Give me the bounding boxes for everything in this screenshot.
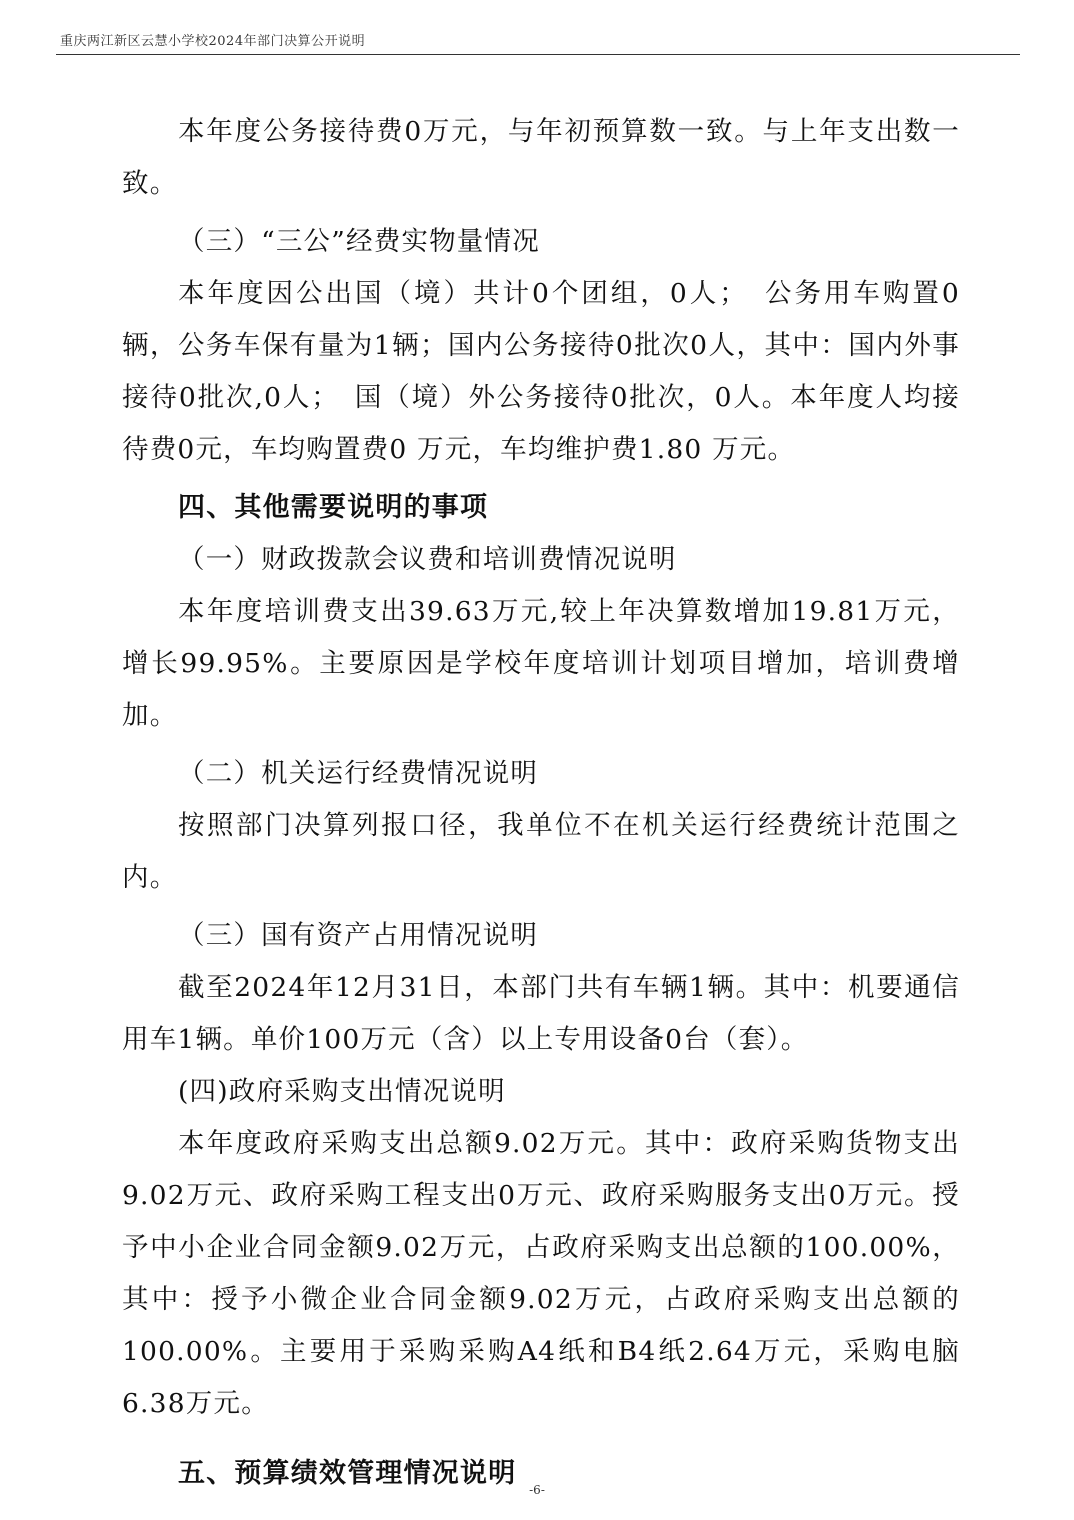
paragraph-procurement: 本年度政府采购支出总额9.02万元。其中：政府采购货物支出9.02万元、政府采购工程支出0万元、政府采购服务支出0万元。授予中小企业合同金额9.02万元，占政府采购支出总额的100.00%，其中：授予小微企业合同金额9.02万元，占政府采购支出总额的100.00%。主要用于采购采购A4纸和B4纸2.64万元，采购电脑6.38万元。 <box>122 1128 960 1419</box>
subheading-state-assets: （三）国有资产占用情况说明 <box>178 920 539 951</box>
subheading-meeting-training: （一）财政拨款会议费和培训费情况说明 <box>178 544 677 575</box>
paragraph-reception-fee: 本年度公务接待费0万元，与年初预算数一致。与上年支出数一致。 <box>122 116 960 199</box>
running-header: 重庆两江新区云慧小学校2024年部门决算公开说明 <box>60 34 366 49</box>
page-number: -6- <box>529 1483 545 1497</box>
paragraph-training-fee: 本年度培训费支出39.63万元,较上年决算数增加19.81万元，增长99.95%。主要原因是学校年度培训计划项目增加，培训费增加。 <box>122 596 960 731</box>
header-divider <box>56 54 1020 55</box>
section-heading-other-matters: 四、其他需要说明的事项 <box>178 492 489 523</box>
paragraph-sangong-quantity: 本年度因公出国（境）共计0个团组，0人； 公务用车购置0辆，公务车保有量为1辆；国内公务接待0批次0人，其中：国内外事接待0批次,0人； 国（境）外公务接待0批次，0人。本年度人均接待费0元，车均购置费0 万元，车均维护费1.80 万元。 <box>122 278 960 465</box>
subheading-office-operation: （二）机关运行经费情况说明 <box>178 758 539 789</box>
subheading-sangong-quantity: （三）“三公”经费实物量情况 <box>178 226 540 257</box>
document-body <box>122 106 960 1500</box>
section-heading-performance: 五、预算绩效管理情况说明 <box>178 1458 517 1489</box>
paragraph-state-assets: 截至2024年12月31日，本部门共有车辆1辆。其中：机要通信用车1辆。单价100万元（含）以上专用设备0台（套）。 <box>122 972 960 1055</box>
paragraph-office-operation: 按照部门决算列报口径，我单位不在机关运行经费统计范围之内。 <box>122 810 960 893</box>
subheading-procurement: (四)政府采购支出情况说明 <box>178 1076 506 1107</box>
